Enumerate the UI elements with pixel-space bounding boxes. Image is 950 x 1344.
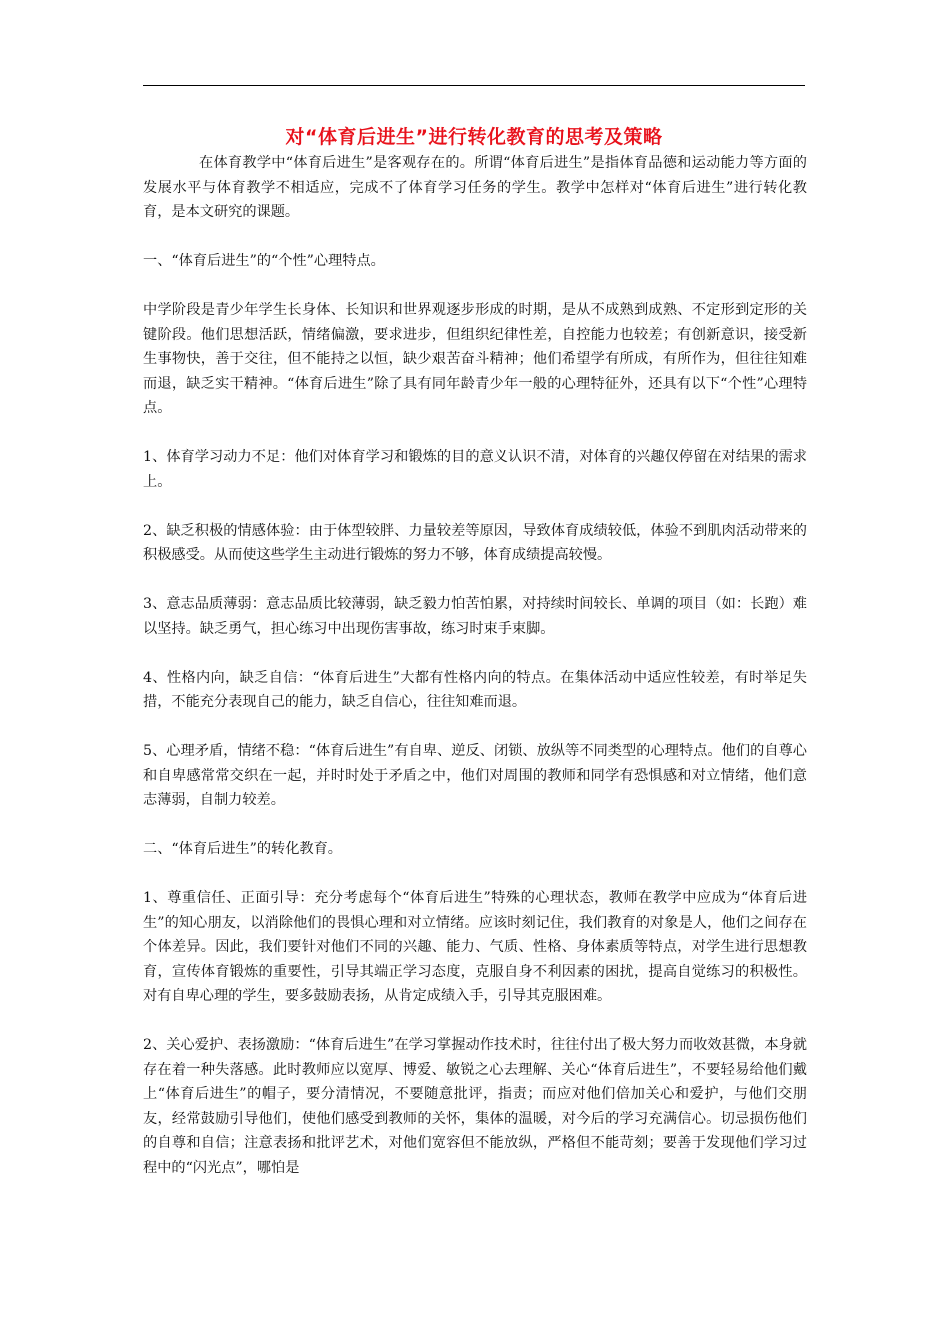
paragraph-gap	[143, 813, 807, 838]
paragraph-gap	[143, 494, 807, 519]
document-body	[143, 151, 807, 1180]
header-rule	[143, 85, 805, 86]
paragraph-gap	[143, 715, 807, 740]
list-item-paragraph: 1、体育学习动力不足：他们对体育学习和锻炼的目的意义认识不清，对体育的兴趣仅停留在对结果的需求上。	[143, 449, 807, 490]
list-item-paragraph: 4、性格内向，缺乏自信：“体育后进生”大都有性格内向的特点。在集体活动中适应性较差，有时举足失措，不能充分表现自己的能力，缺乏自信心，往往知难而退。	[143, 669, 807, 710]
list-item-paragraph: 2、缺乏积极的情感体验：由于体型较胖、力量较差等原因，导致体育成绩较低，体验不到肌肉活动带来的积极感受。从而使这些学生主动进行锻炼的努力不够，体育成绩提高较慢。	[143, 522, 807, 563]
body-paragraph: 中学阶段是青少年学生长身体、长知识和世界观逐步形成的时期，是从不成熟到成熟、不定形到定形的关键阶段。他们思想活跃，情绪偏激，要求进步，但组织纪律性差，自控能力也较差；有创新意识，接受新生事物快，善于交往，但不能持之以恒，缺少艰苦奋斗精神；他们希望学有所成，有所作为，但往往知难而退，缺乏实干精神。“体育后进生”除了具有同年龄青少年一般的心理特征外，还具有以下“个性”心理特点。	[143, 302, 808, 416]
list-item-paragraph: 5、心理矛盾，情绪不稳：“体育后进生”有自卑、逆反、闭锁、放纵等不同类型的心理特点。他们的自尊心和自卑感常常交织在一起，并时时处于矛盾之中，他们对周围的教师和同学有恐惧感和对立情绪，他们意志薄弱，自制力较差。	[143, 743, 807, 808]
paragraph-gap	[143, 862, 807, 887]
list-item-paragraph: 3、意志品质薄弱：意志品质比较薄弱，缺乏毅力怕苦怕累，对持续时间较长、单调的项目（如：长跑）难以坚持。缺乏勇气，担心练习中出现伤害事故，练习时束手束脚。	[143, 596, 807, 637]
section-heading-2: 二、“体育后进生”的转化教育。	[143, 841, 342, 857]
list-item-paragraph: 1、尊重信任、正面引导：充分考虑每个“体育后进生”特殊的心理状态，教师在教学中应成为“体育后进生”的知心朋友，以消除他们的畏惧心理和对立情绪。应该时刻记住，我们教育的对象是人，他们之间存在个体差异。因此，我们要针对他们不同的兴趣、能力、气质、性格、身体素质等特点，对学生进行思想教育，宣传体育锻炼的重要性，引导其端正学习态度，克服自身不利因素的困扰，提高自觉练习的积极性。对有自卑心理的学生，要多鼓励表扬，从肯定成绩入手，引导其克服困难。	[143, 890, 807, 1004]
paragraph-gap	[143, 1009, 807, 1034]
paragraph-gap	[143, 568, 807, 593]
paragraph-gap	[143, 225, 807, 250]
paragraph-gap	[143, 274, 807, 299]
list-item-paragraph: 2、关心爱护、表扬激励：“体育后进生”在学习掌握动作技术时，往往付出了极大努力而收效甚微，本身就存在着一种失落感。此时教师应以宽厚、博爱、敏锐之心去理解、关心“体育后进生”，不要轻易给他们戴上“体育后进生”的帽子，要分清情况，不要随意批评，指责；而应对他们倍加关心和爱护，与他们交朋友，经常鼓励引导他们，使他们感受到教师的关怀，集体的温暖，对今后的学习充满信心。切忌损伤他们的自尊和自信；注意表扬和批评艺术，对他们宽容但不能放纵，严格但不能苛刻；要善于发现他们学习过程中的“闪光点”，哪怕是	[143, 1037, 807, 1176]
paragraph-gap	[143, 421, 807, 446]
section-heading-1: 一、“体育后进生”的“个性”心理特点。	[143, 253, 385, 269]
intro-paragraph: 在体育教学中“体育后进生”是客观存在的。所谓“体育后进生”是指体育品德和运动能力等方面的发展水平与体育教学不相适应，完成不了体育学习任务的学生。教学中怎样对“体育后进生”进行转化教育，是本文研究的课题。	[143, 155, 807, 220]
document-title: 对“体育后进生”进行转化教育的思考及策略	[285, 126, 663, 148]
paragraph-gap	[143, 641, 807, 666]
